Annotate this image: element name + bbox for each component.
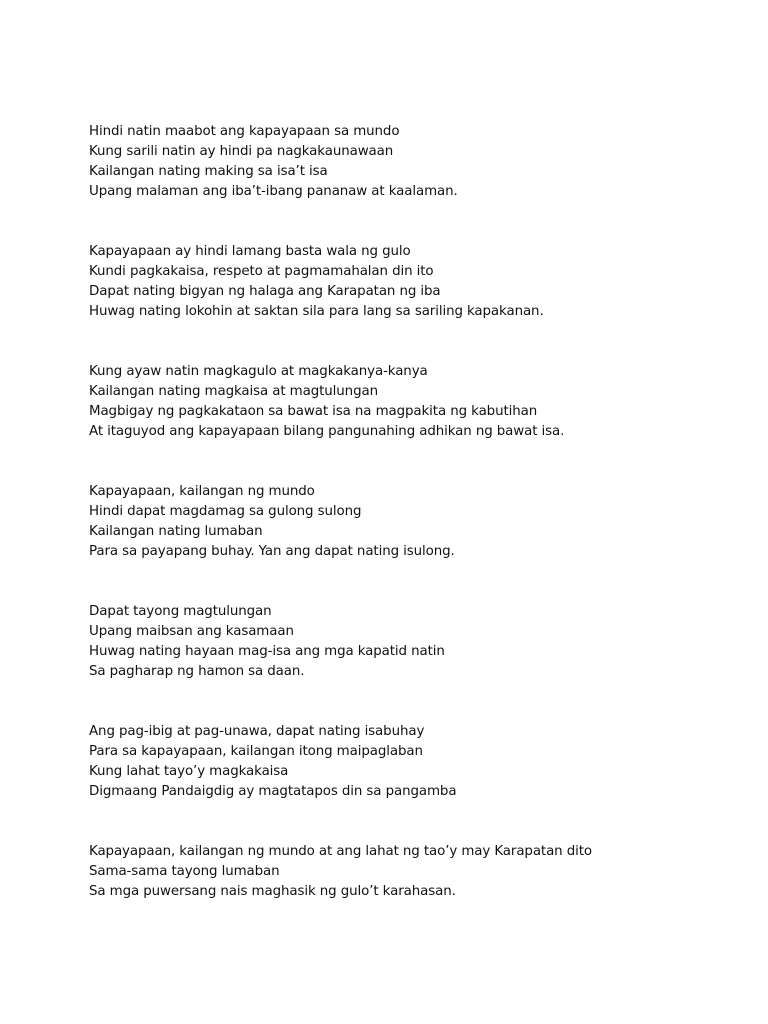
stanza-6 bbox=[89, 722, 749, 802]
poem-line: Upang malaman ang iba’t-ibang pananaw at kaalaman. bbox=[89, 184, 458, 199]
poem-line: Kundi pagkakaisa, respeto at pagmamahalan din ito bbox=[89, 264, 434, 279]
stanza-7 bbox=[89, 842, 749, 902]
poem-line: Kung ayaw natin magkagulo at magkakanya-kanya bbox=[89, 364, 428, 379]
poem-line: Hindi dapat magdamag sa gulong sulong bbox=[89, 504, 362, 519]
poem-line: Kailangan nating making sa isa’t isa bbox=[89, 164, 328, 179]
stanza-2 bbox=[89, 242, 749, 322]
poem-line: Kapayapaan ay hindi lamang basta wala ng gulo bbox=[89, 244, 411, 259]
poem-line: Magbigay ng pagkakataon sa bawat isa na magpakita ng kabutihan bbox=[89, 404, 538, 419]
poem-body bbox=[89, 122, 749, 942]
poem-line: Digmaang Pandaigdig ay magtatapos din sa pangamba bbox=[89, 784, 457, 799]
poem-line: Huwag nating hayaan mag-isa ang mga kapatid natin bbox=[89, 644, 445, 659]
poem-line: Kapayapaan, kailangan ng mundo at ang lahat ng tao’y may Karapatan dito bbox=[89, 844, 592, 859]
poem-line: Para sa payapang buhay. Yan ang dapat nating isulong. bbox=[89, 544, 455, 559]
poem-line: Ang pag-ibig at pag-unawa, dapat nating isabuhay bbox=[89, 724, 425, 739]
poem-line: Kailangan nating magkaisa at magtulungan bbox=[89, 384, 378, 399]
poem-line: Sa pagharap ng hamon sa daan. bbox=[89, 664, 305, 679]
poem-line: Para sa kapayapaan, kailangan itong maipaglaban bbox=[89, 744, 423, 759]
poem-line: Hindi natin maabot ang kapayapaan sa mundo bbox=[89, 124, 400, 139]
poem-line: Kapayapaan, kailangan ng mundo bbox=[89, 484, 315, 499]
poem-line: Sa mga puwersang nais maghasik ng gulo’t karahasan. bbox=[89, 884, 456, 899]
poem-line: Dapat tayong magtulungan bbox=[89, 604, 272, 619]
poem-line: Kung lahat tayo’y magkakaisa bbox=[89, 764, 289, 779]
poem-line: At itaguyod ang kapayapaan bilang pangunahing adhikan ng bawat isa. bbox=[89, 424, 565, 439]
stanza-5 bbox=[89, 602, 749, 682]
stanza-3 bbox=[89, 362, 749, 442]
stanza-1 bbox=[89, 122, 749, 202]
poem-line: Huwag nating lokohin at saktan sila para lang sa sariling kapakanan. bbox=[89, 304, 544, 319]
stanza-4 bbox=[89, 482, 749, 562]
poem-line: Kailangan nating lumaban bbox=[89, 524, 263, 539]
poem-line: Dapat nating bigyan ng halaga ang Karapatan ng iba bbox=[89, 284, 441, 299]
poem-line: Kung sarili natin ay hindi pa nagkakaunawaan bbox=[89, 144, 394, 159]
poem-line: Upang maibsan ang kasamaan bbox=[89, 624, 294, 639]
poem-line: Sama-sama tayong lumaban bbox=[89, 864, 280, 879]
